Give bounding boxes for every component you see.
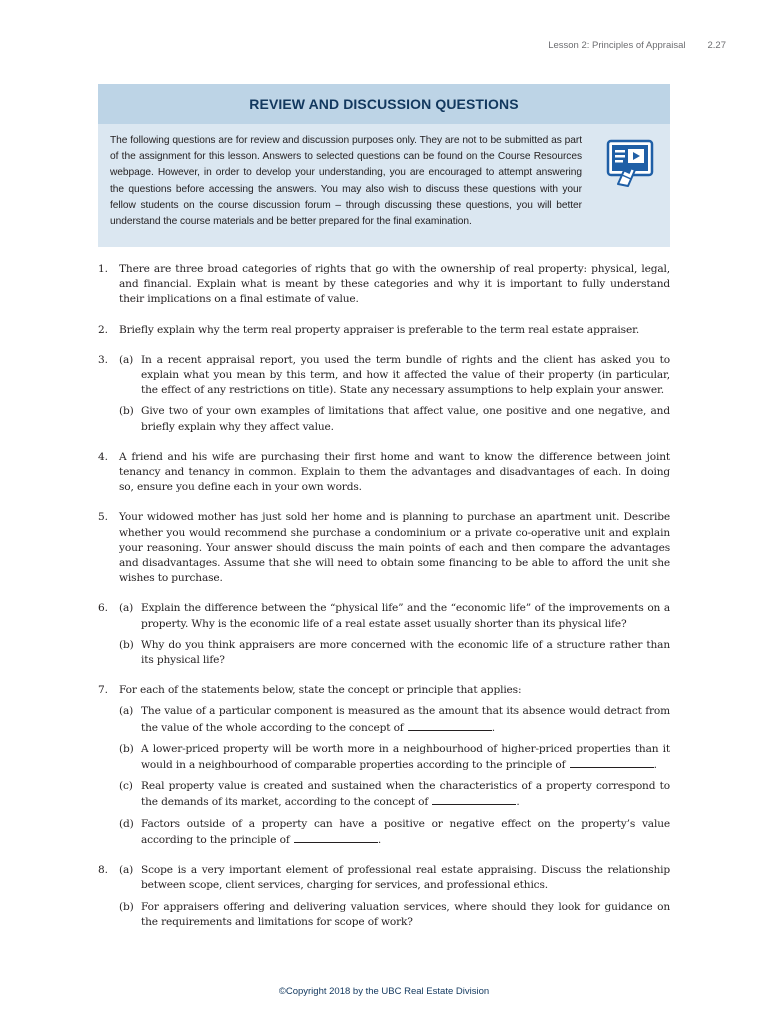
- question-part: [119, 353, 670, 399]
- question-intro: For each of the statements below, state the concept or principle that applies:: [119, 684, 522, 697]
- part-text: Factors outside of a property can have a positive or negative effect on the property’s value according to the principle of: [141, 817, 670, 846]
- review-box: [98, 84, 670, 247]
- part-label: (a): [119, 602, 134, 615]
- question-number: 6.: [98, 602, 108, 615]
- part-end: .: [491, 721, 496, 734]
- computer-mouse-video-icon: [604, 136, 656, 188]
- part-label: (a): [119, 353, 134, 366]
- part-label: (b): [119, 405, 134, 418]
- answer-blank: [432, 794, 516, 805]
- running-header: [548, 40, 726, 51]
- lesson-title: Lesson 2: Principles of Appraisal: [548, 40, 686, 51]
- question-part: [119, 601, 670, 631]
- part-end: .: [653, 759, 657, 772]
- part-text: Real property value is created and sustained when the characteristics of a property correspond to the demands of its market, according to the concept of: [141, 780, 670, 809]
- question-text: There are three broad categories of rights that go with the ownership of real property: physical, legal, and financial. Explain what is meant by these categories and why it is important to fully understand their implications on a final estimate of value.: [119, 263, 670, 306]
- answer-blank: [294, 832, 378, 843]
- part-text: Explain the difference between the “physical life” and the “economic life” of the improvements on a property. Why is the economic life of a real estate asset usually shorter than its physical life?: [141, 602, 670, 630]
- question-part: [119, 704, 670, 735]
- part-label: (b): [119, 900, 134, 913]
- question-8: [98, 863, 670, 930]
- question-part: [119, 900, 670, 930]
- part-text: A lower-priced property will be worth more in a neighbourhood of higher-priced properties than it would in a neighbourhood of comparable properties according to the principle of: [141, 742, 670, 772]
- part-text: The value of a particular component is measured as the amount that its absence would detract from the value of the whole according to the concept of: [141, 705, 670, 734]
- copyright-footer: ©Copyright 2018 by the UBC Real Estate Division: [278, 986, 490, 997]
- question-text: Briefly explain why the term real property appraiser is preferable to the term real estate appraiser.: [119, 323, 640, 336]
- question-part: [119, 404, 670, 434]
- question-text: A friend and his wife are purchasing their first home and want to know the difference between joint tenancy and tenancy in common. Explain to them the advantages and disadvantages of each. In doing so, ensure you define each in your own words.: [119, 450, 670, 494]
- question-part: [119, 779, 670, 810]
- part-label: (b): [119, 742, 134, 755]
- part-label: (d): [119, 817, 134, 830]
- question-text: Your widowed mother has just sold her home and is planning to purchase an apartment unit. Describe whether you would recommend she purchase a condominium or a private co-operative unit and explain your reasoning. Your answer should discuss the main points of each and then compare the advantages and disadvantages. Assume that she will need to obtain some financing to be able to afford the unit she wishes to purchase.: [119, 511, 670, 585]
- part-end: .: [516, 796, 520, 809]
- part-text: Why do you think appraisers are more concerned with the economic life of a structure rather than its physical life?: [141, 638, 670, 667]
- review-box-title: REVIEW AND DISCUSSION QUESTIONS: [98, 84, 670, 124]
- part-label: (b): [119, 638, 134, 651]
- page-number: 2.27: [707, 40, 726, 51]
- part-label: (a): [119, 864, 134, 877]
- question-7: [98, 683, 670, 848]
- question-number: 3.: [98, 353, 108, 366]
- question-number: 1.: [98, 263, 108, 275]
- part-end: .: [377, 833, 382, 846]
- question-2: [98, 323, 670, 338]
- question-part: [119, 817, 670, 848]
- question-number: 8.: [98, 864, 108, 877]
- part-text: In a recent appraisal report, you used the term bundle of rights and the client has asked you to explain what you mean by this term, and how it affected the value of their property (in particular, the effect of any restrictions on title). State any necessary assumptions to help explain your answer.: [141, 353, 670, 397]
- part-text: Scope is a very important element of professional real estate appraising. Discuss the relationship between scope, client services, charging for services, and professional ethics.: [141, 864, 670, 892]
- question-part: [119, 742, 670, 773]
- question-3: [98, 353, 670, 435]
- question-number: 2.: [98, 323, 108, 336]
- answer-blank: [408, 720, 492, 731]
- part-text: Give two of your own examples of limitations that affect value, one positive and one negative, and briefly explain why they affect value.: [141, 405, 670, 433]
- question-part: [119, 863, 670, 893]
- question-4: [98, 450, 670, 496]
- question-part: [119, 638, 670, 668]
- part-label: (a): [119, 705, 134, 718]
- answer-blank: [570, 757, 654, 768]
- question-number: 5.: [98, 511, 108, 524]
- question-list: [98, 262, 670, 945]
- question-number: 4.: [98, 450, 108, 463]
- question-number: 7.: [98, 684, 108, 697]
- question-5: [98, 510, 670, 586]
- part-text: For appraisers offering and delivering valuation services, where should they look for guidance on the requirements and limitations for scope of work?: [141, 900, 670, 928]
- part-label: (c): [119, 780, 133, 793]
- question-1: [98, 262, 670, 308]
- review-box-text: The following questions are for review and discussion purposes only. They are not to be submitted as part of the assignment for this lesson. Answers to selected questions can be found on the Course Resources webpage. However, in order to develop your understanding, you are encouraged to attempt answering the questions before accessing the answers. You may also wish to discuss these questions with your fellow students on the course discussion forum – through discussing these questions, you will better understand the course materials and be better prepared for the final examination.: [110, 135, 582, 228]
- question-6: [98, 601, 670, 668]
